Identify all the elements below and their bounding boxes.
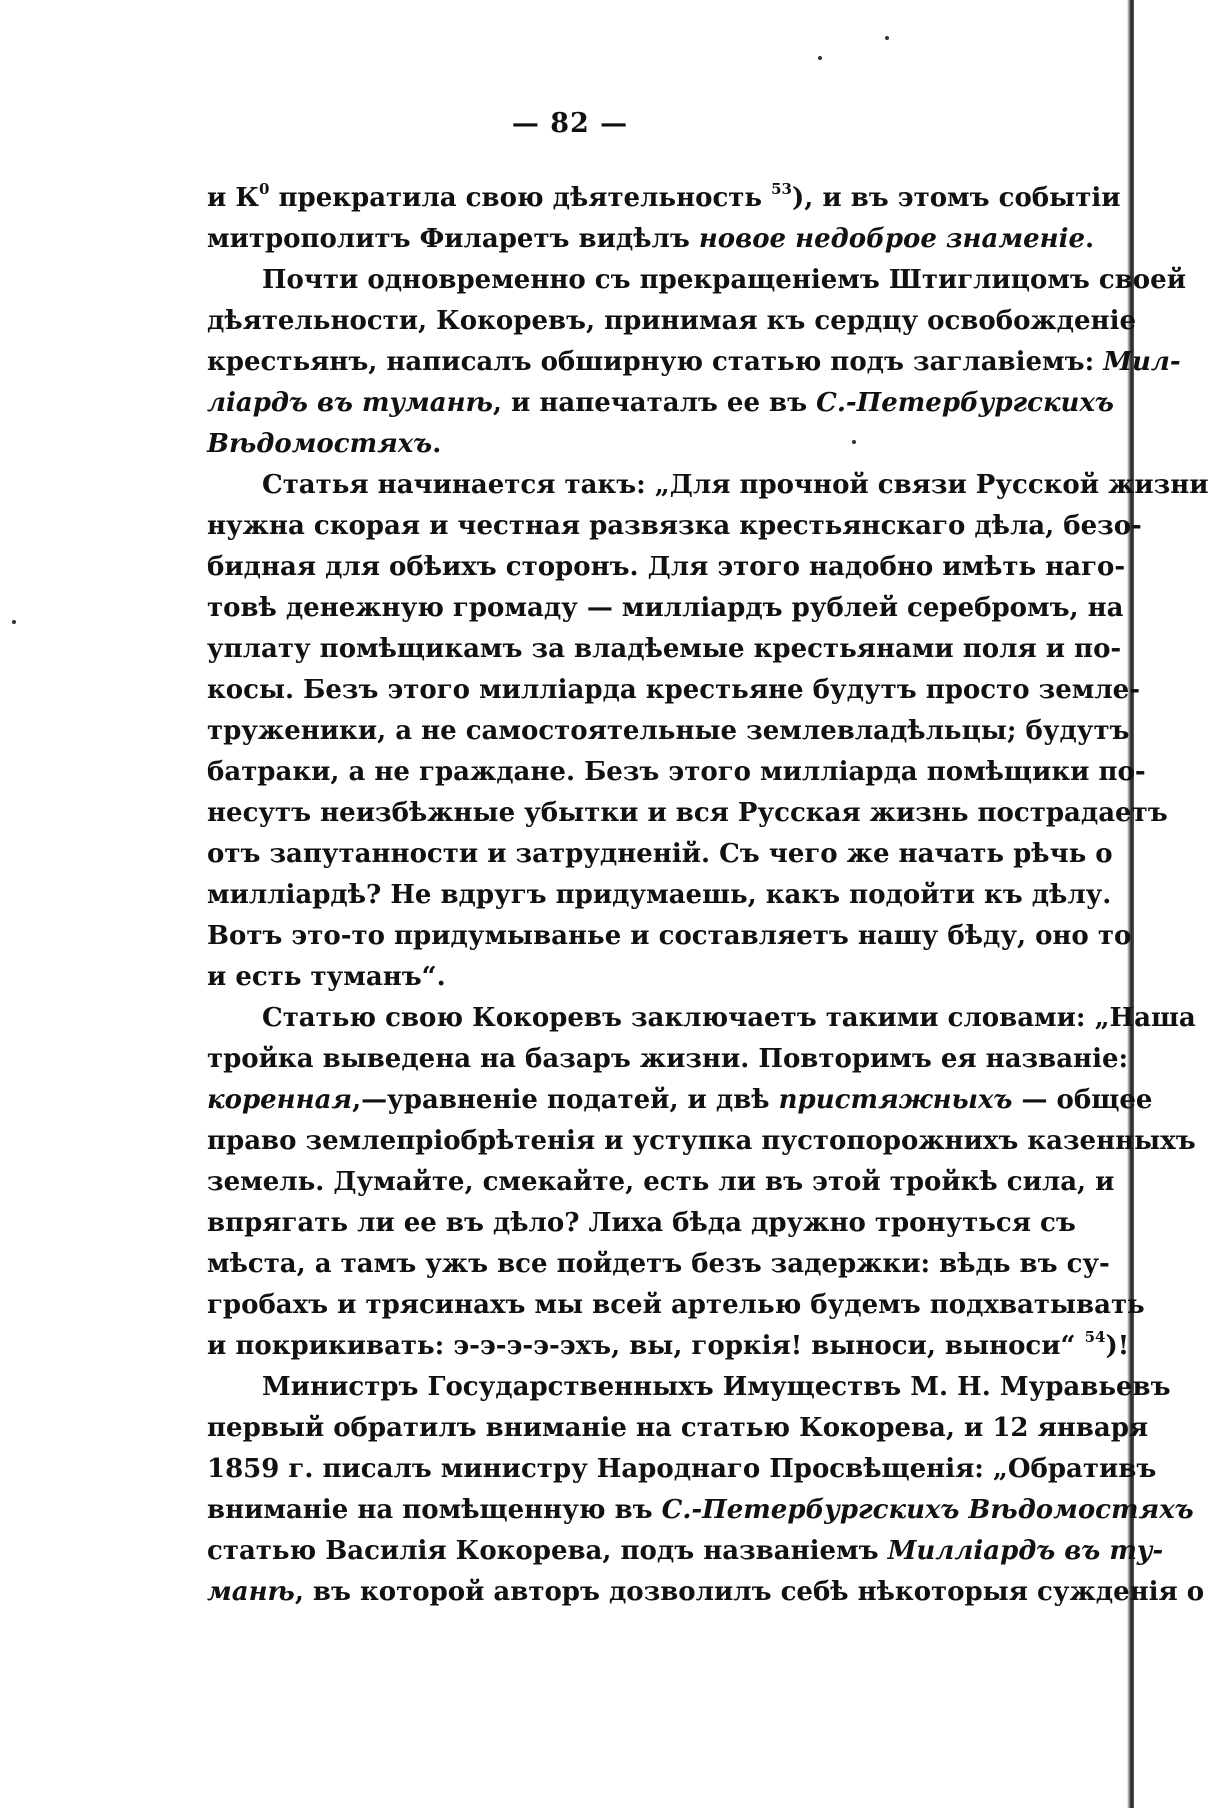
text-segment: несутъ неизбѣжные убытки и вся Русская жизнь пострадаетъ [207, 798, 1168, 828]
italic-text: Милліардъ въ ту- [887, 1536, 1164, 1566]
text-segment: право землепріобрѣтенія и уступка пустопорожнихъ казенныхъ [207, 1126, 1196, 1156]
scan-speck [885, 36, 889, 40]
scan-speck [818, 56, 822, 60]
text-line [207, 506, 1142, 547]
text-line [207, 834, 1113, 875]
italic-text: новое недоброе знаменіе [698, 224, 1085, 254]
text-line [207, 752, 1146, 793]
text-segment: статью Василія Кокорева, подъ названіемъ [207, 1536, 888, 1566]
italic-text: Вѣдомостяхъ [207, 429, 433, 459]
text-segment: Почти одновременно съ прекращеніемъ Штиглицомъ своей [262, 265, 1186, 295]
text-segment: тройка выведена на базаръ жизни. Повторимъ ея названіе: [207, 1044, 1129, 1074]
text-segment: — общее [1012, 1085, 1153, 1115]
text-segment: товѣ денежную громаду — милліардъ рублей серебромъ, на [207, 593, 1124, 623]
text-segment: и есть туманъ“. [207, 962, 446, 992]
text-line [207, 465, 1209, 506]
italic-text: коренная [207, 1085, 353, 1115]
text-line [207, 670, 1140, 711]
text-segment: земель. Думайте, смекайте, есть ли въ этой тройкѣ сила, и [207, 1167, 1115, 1197]
italic-text: С.-Петербургскихъ [816, 388, 1114, 418]
text-line [207, 1531, 1164, 1572]
italic-text: Мил- [1103, 347, 1181, 377]
footnote-ref: 53 [771, 180, 792, 198]
text-segment: нужна скорая и честная развязка крестьянскаго дѣла, безо- [207, 511, 1142, 541]
text-line [207, 219, 1095, 260]
text-line [207, 711, 1130, 752]
text-line [207, 383, 1114, 424]
text-line [207, 998, 1196, 1039]
text-segment: дѣятельности, Кокоревъ, принимая къ сердцу освобожденіе [207, 306, 1136, 336]
text-segment: первый обратилъ вниманіе на статью Кокорева, и 12 января [207, 1413, 1149, 1443]
text-segment: . [432, 429, 442, 459]
italic-text: манѣ [207, 1577, 295, 1607]
text-segment: отъ запутанности и затрудненій. Съ чего же начать рѣчь о [207, 839, 1113, 869]
text-segment: милліардѣ? Не вдругъ придумаешь, какъ подойти къ дѣлу. [207, 880, 1112, 910]
text-line [207, 1244, 1110, 1285]
text-line [207, 875, 1112, 916]
footnote-ref: 54 [1084, 1328, 1106, 1346]
text-segment: Статья начинается такъ: „Для прочной связи Русской жизни [262, 470, 1209, 500]
text-segment: Министръ Государственныхъ Имуществъ М. Н. Муравьевъ [262, 1372, 1171, 1402]
text-segment: бидная для обѣихъ сторонъ. Для этого надобно имѣть наго- [207, 552, 1126, 582]
body-text [207, 178, 1209, 1613]
text-segment: труженики, а не самостоятельные землевладѣльцы; будутъ [207, 716, 1130, 746]
text-line [207, 1326, 1130, 1367]
text-line [207, 1080, 1153, 1121]
text-line [207, 547, 1126, 588]
text-line [207, 260, 1186, 301]
scan-speck [12, 620, 16, 624]
text-segment: прекратила свою дѣятельность [269, 183, 772, 213]
text-line [207, 629, 1122, 670]
text-segment: гробахъ и трясинахъ мы всей артелью будемъ подхватывать [207, 1290, 1145, 1320]
italic-text: С.-Петербургскихъ Вѣдомостяхъ [661, 1495, 1194, 1525]
text-line [207, 1039, 1129, 1080]
text-line [207, 1162, 1115, 1203]
text-segment: косы. Безъ этого милліарда крестьяне будутъ просто земле- [207, 675, 1140, 705]
text-segment: митрополитъ Филаретъ видѣлъ [207, 224, 699, 254]
text-segment: ,—уравненіе податей, и двѣ [352, 1085, 779, 1115]
text-segment: . [1084, 224, 1095, 254]
text-line [207, 342, 1181, 383]
text-segment: уплату помѣщикамъ за владѣемые крестьянами поля и по- [207, 634, 1122, 664]
text-line [207, 1203, 1076, 1244]
text-line [207, 1490, 1194, 1531]
text-segment: , въ которой авторъ дозволилъ себѣ нѣкоторыя сужденія о [294, 1577, 1205, 1607]
text-segment: мѣста, а тамъ ужъ все пойдетъ безъ задержки: вѣдь въ су- [207, 1249, 1110, 1279]
italic-text: пристяжныхъ [778, 1085, 1013, 1115]
text-segment: и К [207, 183, 259, 213]
page-number: — 82 — [511, 108, 629, 139]
text-line [207, 1408, 1149, 1449]
text-line [207, 1572, 1205, 1613]
text-segment: , и напечаталъ ее въ [492, 388, 817, 418]
text-line [207, 1367, 1171, 1408]
text-line [207, 588, 1124, 629]
footnote-ref: 0 [259, 180, 270, 198]
text-line [207, 793, 1168, 834]
text-segment: крестьянъ, написалъ обширную статью подъ заглавіемъ: [207, 347, 1104, 377]
text-line [207, 1449, 1157, 1490]
text-line [207, 1285, 1145, 1326]
text-line [207, 957, 1043, 998]
text-segment: ), и въ этомъ событіи [791, 183, 1121, 213]
text-line [207, 178, 1121, 219]
text-segment: )! [1105, 1331, 1130, 1361]
text-line [207, 916, 1132, 957]
text-segment: и покрикивать: э-э-э-э-эхъ, вы, горкія! выноси, выноси“ [207, 1331, 1085, 1361]
text-segment: 1859 г. писалъ министру Народнаго Просвѣщенія: „Обративъ [207, 1454, 1157, 1484]
text-segment: Статью свою Кокоревъ заключаетъ такими словами: „Наша [262, 1003, 1196, 1033]
text-segment: вниманіе на помѣщенную въ [207, 1495, 662, 1525]
italic-text: ліардъ въ туманѣ [207, 388, 493, 418]
text-line [207, 301, 1136, 342]
text-line [207, 424, 1043, 465]
text-segment: батраки, а не граждане. Безъ этого милліарда помѣщики по- [207, 757, 1146, 787]
text-line [207, 1121, 1196, 1162]
text-segment: Вотъ это-то придумыванье и составляетъ нашу бѣду, оно то [207, 921, 1132, 951]
text-segment: впрягать ли ее въ дѣло? Лиха бѣда дружно тронуться съ [207, 1208, 1076, 1238]
